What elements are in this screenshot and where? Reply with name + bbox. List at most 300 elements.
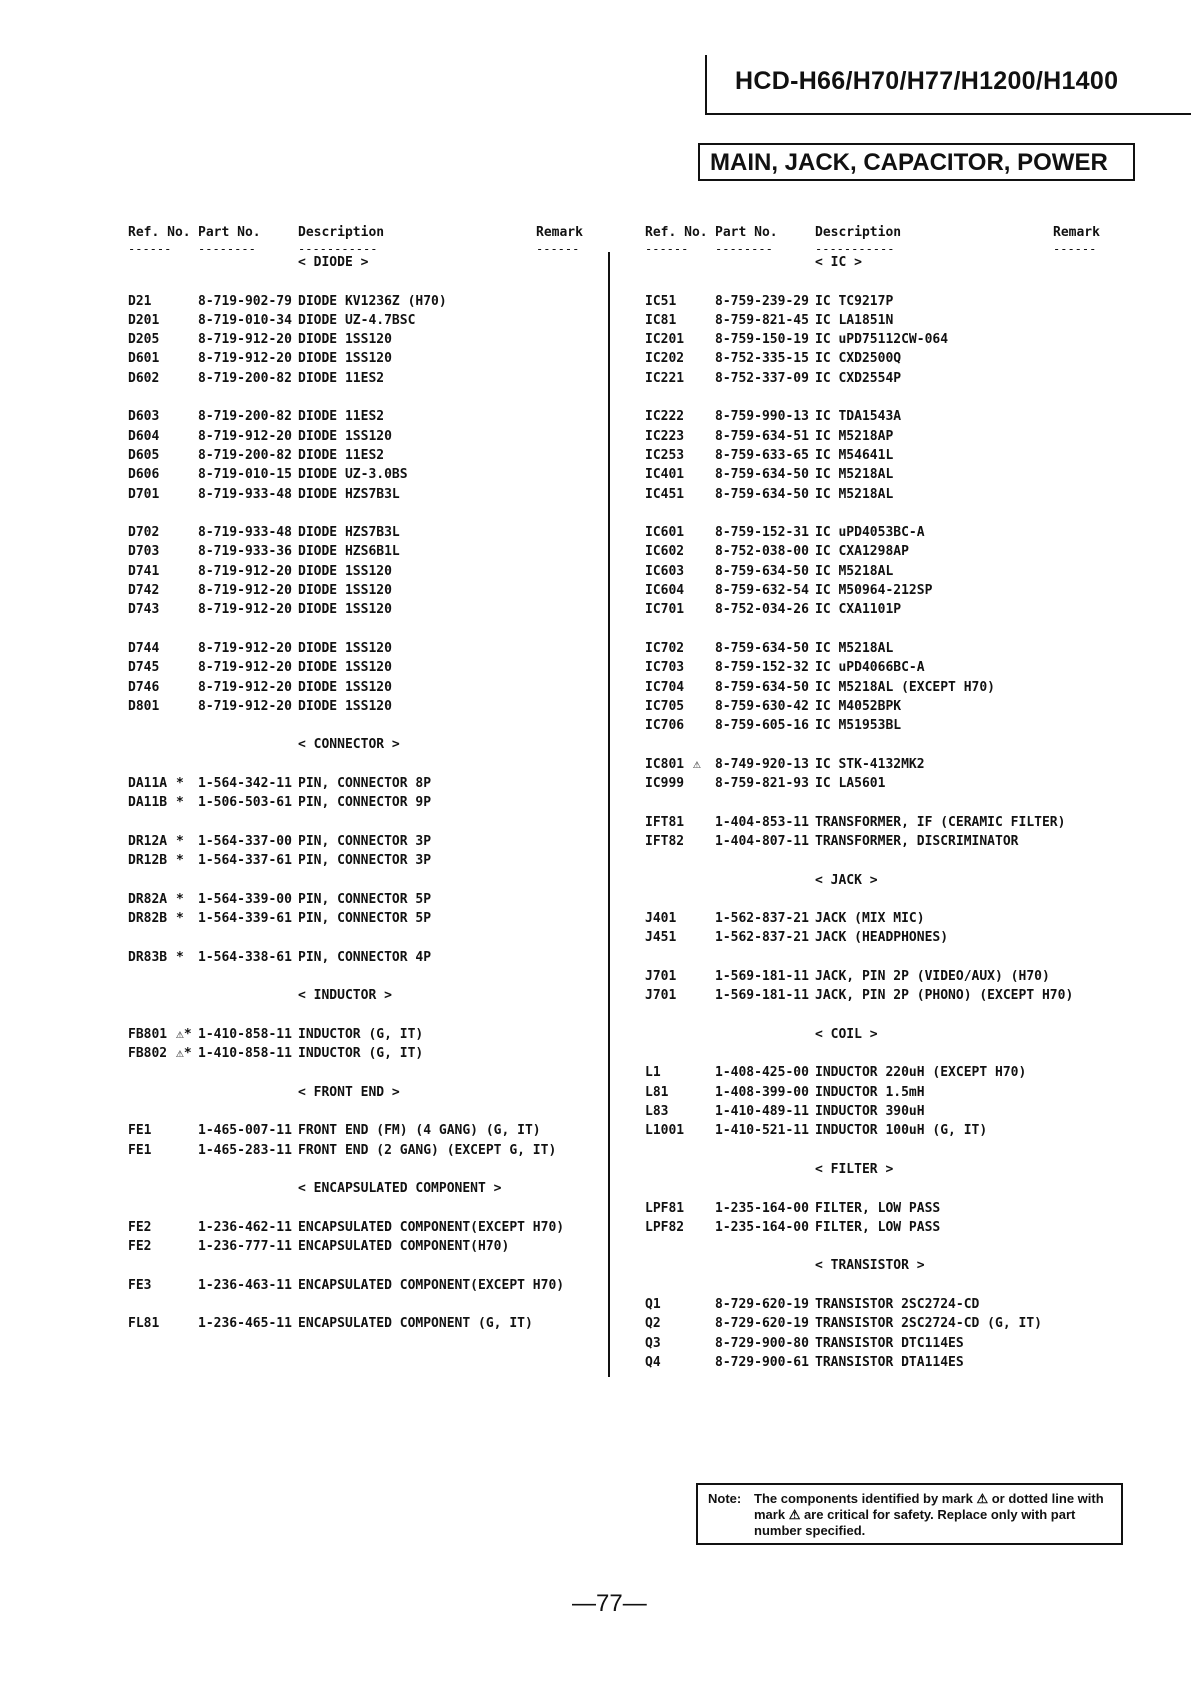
ref-no: DA11B (128, 795, 168, 811)
part-row (128, 544, 598, 563)
spacer (128, 274, 598, 293)
ref-no: IC701 (645, 602, 685, 618)
part-row (128, 564, 598, 583)
part-no: 8-759-634-51 (715, 428, 809, 444)
ref-no: DR83B (128, 949, 168, 965)
part-no: 1-569-181-11 (715, 988, 809, 1004)
category-label: < ENCAPSULATED COMPONENT > (298, 1181, 502, 1197)
ref-no: D605 (128, 447, 160, 463)
part-no: 8-759-990-13 (715, 409, 809, 425)
part-row (645, 429, 1115, 448)
description: IC LA1851N (815, 312, 894, 328)
spacer (128, 969, 598, 988)
ref-no: D743 (128, 602, 160, 618)
ref-no: IC603 (645, 563, 685, 579)
ref-no: IC604 (645, 583, 685, 599)
description: DIODE 1SS120 (298, 428, 392, 444)
part-row (128, 448, 598, 467)
part-no: 8-759-605-16 (715, 718, 809, 734)
part-no: 8-729-620-19 (715, 1297, 809, 1313)
spacer (645, 853, 1115, 872)
header-ref: Ref. No. (645, 225, 708, 240)
spacer (645, 950, 1115, 969)
description: FRONT END (FM) (4 GANG) (G, IT) (298, 1123, 541, 1139)
part-row (645, 757, 1115, 776)
part-row (645, 1123, 1115, 1142)
part-no: 8-719-933-48 (198, 486, 292, 502)
part-row (645, 1065, 1115, 1084)
description: DIODE 1SS120 (298, 563, 392, 579)
part-no: 1-236-777-11 (198, 1239, 292, 1255)
part-no: 8-759-632-54 (715, 583, 809, 599)
ref-no: IC221 (645, 370, 685, 386)
description: PIN, CONNECTOR 8P (298, 776, 432, 792)
part-row (128, 1278, 598, 1297)
description: ENCAPSULATED COMPONENT(EXCEPT H70) (298, 1277, 565, 1293)
ref-no: Q3 (645, 1335, 661, 1351)
mark: * (176, 833, 184, 849)
part-row (645, 776, 1115, 795)
category-label: < COIL > (815, 1026, 878, 1042)
part-row (645, 409, 1115, 428)
ref-no: D21 (128, 293, 152, 309)
description: IC M5218AL (815, 640, 894, 656)
part-row (645, 1336, 1115, 1355)
part-no: 8-719-912-20 (198, 351, 292, 367)
spacer (128, 815, 598, 834)
header-rule: ------ (1053, 242, 1097, 256)
part-no: 1-236-462-11 (198, 1219, 292, 1235)
part-row (128, 795, 598, 814)
ref-no: IC999 (645, 776, 685, 792)
description: DIODE 11ES2 (298, 447, 385, 463)
spacer (128, 1201, 598, 1220)
description: IC TDA1543A (815, 409, 902, 425)
category-heading (128, 1085, 598, 1104)
part-row (645, 834, 1115, 853)
part-row (645, 1316, 1115, 1335)
mark: * (176, 911, 184, 927)
ref-no: D601 (128, 351, 160, 367)
description: PIN, CONNECTOR 9P (298, 795, 432, 811)
description: PIN, CONNECTOR 5P (298, 891, 432, 907)
description: DIODE 11ES2 (298, 370, 385, 386)
ref-no: FL81 (128, 1316, 160, 1332)
description: PIN, CONNECTOR 4P (298, 949, 432, 965)
part-row (645, 448, 1115, 467)
part-no: 1-564-339-00 (198, 891, 292, 907)
category-label: < JACK > (815, 872, 878, 888)
description: DIODE UZ-4.7BSC (298, 312, 416, 328)
ref-no: IC451 (645, 486, 685, 502)
spacer (645, 506, 1115, 525)
ref-no: D201 (128, 312, 160, 328)
part-row (128, 583, 598, 602)
part-no: 1-408-399-00 (715, 1084, 809, 1100)
part-no: 8-719-912-20 (198, 640, 292, 656)
mark: * (176, 891, 184, 907)
part-no: 8-759-239-29 (715, 293, 809, 309)
part-row (128, 1123, 598, 1142)
mark: ⚠* (176, 1026, 192, 1042)
ref-no: FE3 (128, 1277, 152, 1293)
description: INDUCTOR 1.5mH (815, 1084, 925, 1100)
part-no: 8-749-920-13 (715, 756, 809, 772)
spacer (645, 1046, 1115, 1065)
part-row (128, 467, 598, 486)
part-no: 8-719-010-34 (198, 312, 292, 328)
description: PIN, CONNECTOR 3P (298, 853, 432, 869)
part-row (645, 487, 1115, 506)
ref-no: D741 (128, 563, 160, 579)
ref-no: IC401 (645, 467, 685, 483)
part-row (645, 718, 1115, 737)
header-part: Part No. (198, 225, 261, 240)
description: DIODE 1SS120 (298, 602, 392, 618)
part-no: 1-404-853-11 (715, 814, 809, 830)
spacer (645, 737, 1115, 756)
ref-no: IFT82 (645, 833, 685, 849)
description: JACK (HEADPHONES) (815, 930, 949, 946)
part-no: 8-759-634-50 (715, 679, 809, 695)
ref-no: IFT81 (645, 814, 685, 830)
part-row (645, 544, 1115, 563)
description: FRONT END (2 GANG) (EXCEPT G, IT) (298, 1142, 557, 1158)
category-heading (128, 737, 598, 756)
description: IC M50964-212SP (815, 583, 933, 599)
part-row (645, 371, 1115, 390)
part-row (128, 1239, 598, 1258)
ref-no: IC704 (645, 679, 685, 695)
part-row (128, 776, 598, 795)
ref-no: D602 (128, 370, 160, 386)
part-no: 8-719-010-15 (198, 467, 292, 483)
part-row (645, 1085, 1115, 1104)
ref-no: IC801 (645, 756, 685, 772)
category-heading (128, 988, 598, 1007)
part-row (128, 1046, 598, 1065)
mark: ⚠ (693, 756, 701, 772)
spacer (645, 795, 1115, 814)
spacer (645, 1239, 1115, 1258)
part-no: 8-719-912-20 (198, 583, 292, 599)
part-row (645, 969, 1115, 988)
description: DIODE 1SS120 (298, 332, 392, 348)
part-row (645, 1355, 1115, 1374)
ref-no: J451 (645, 930, 677, 946)
description: IC M5218AL (EXCEPT H70) (815, 679, 996, 695)
part-row (645, 294, 1115, 313)
part-row (128, 834, 598, 853)
spacer (128, 390, 598, 409)
part-row (128, 332, 598, 351)
spacer (128, 873, 598, 892)
description: DIODE 11ES2 (298, 409, 385, 425)
part-no: 1-465-007-11 (198, 1123, 292, 1139)
part-no: 1-564-342-11 (198, 776, 292, 792)
spacer (128, 622, 598, 641)
mark: * (176, 949, 184, 965)
part-no: 1-564-337-00 (198, 833, 292, 849)
description: DIODE KV1236Z (H70) (298, 293, 447, 309)
part-row (645, 1201, 1115, 1220)
description: IC CXA1298AP (815, 544, 909, 560)
part-no: 1-569-181-11 (715, 968, 809, 984)
part-no: 8-729-620-19 (715, 1316, 809, 1332)
description: DIODE HZS6B1L (298, 544, 400, 560)
description: FILTER, LOW PASS (815, 1219, 941, 1235)
part-row (128, 853, 598, 872)
part-row (128, 351, 598, 370)
part-no: 8-719-200-82 (198, 409, 292, 425)
ref-no: IC601 (645, 525, 685, 541)
ref-no: D801 (128, 698, 160, 714)
safety-note (696, 1483, 1123, 1545)
category-heading (645, 255, 1115, 274)
description: JACK, PIN 2P (VIDEO/AUX) (H70) (815, 968, 1050, 984)
description: DIODE 1SS120 (298, 640, 392, 656)
part-no: 8-719-933-48 (198, 525, 292, 541)
part-row (645, 641, 1115, 660)
description: IC uPD4053BC-A (815, 525, 925, 541)
part-no: 1-562-837-21 (715, 911, 809, 927)
part-no: 8-719-912-20 (198, 698, 292, 714)
spacer (128, 718, 598, 737)
part-row (645, 525, 1115, 544)
ref-no: IC223 (645, 428, 685, 444)
ref-no: J401 (645, 911, 677, 927)
part-no: 8-752-337-09 (715, 370, 809, 386)
category-label: < DIODE > (298, 255, 369, 270)
part-no: 8-719-933-36 (198, 544, 292, 560)
model-title: HCD-H66/H70/H77/H1200/H1400 (735, 67, 1119, 95)
description: TRANSFORMER, DISCRIMINATOR (815, 833, 1019, 849)
spacer (645, 1143, 1115, 1162)
column-header (645, 225, 1115, 255)
page-number: —77— (572, 1590, 647, 1617)
description: IC CXD2500Q (815, 351, 902, 367)
part-row (128, 313, 598, 332)
header-rule: ----------- (298, 242, 378, 256)
part-row (645, 564, 1115, 583)
spacer (128, 1162, 598, 1181)
spacer (128, 1104, 598, 1123)
description: ENCAPSULATED COMPONENT (G, IT) (298, 1316, 533, 1332)
category-label: < FILTER > (815, 1161, 894, 1177)
ref-no: IC705 (645, 698, 685, 714)
description: DIODE HZS7B3L (298, 486, 400, 502)
ref-no: FE2 (128, 1239, 152, 1255)
description: DIODE UZ-3.0BS (298, 467, 408, 483)
section-title: MAIN, JACK, CAPACITOR, POWER (710, 149, 1108, 176)
part-no: 1-410-521-11 (715, 1123, 809, 1139)
description: FILTER, LOW PASS (815, 1200, 941, 1216)
description: INDUCTOR (G, IT) (298, 1046, 424, 1062)
ref-no: D742 (128, 583, 160, 599)
header-rule: ------ (536, 242, 580, 256)
ref-no: D603 (128, 409, 160, 425)
part-no: 8-759-634-50 (715, 467, 809, 483)
category-label: < IC > (815, 255, 862, 270)
ref-no: FE1 (128, 1123, 152, 1139)
part-no: 8-719-200-82 (198, 447, 292, 463)
part-no: 8-759-634-50 (715, 563, 809, 579)
description: IC CXA1101P (815, 602, 902, 618)
note-label: Note: (708, 1491, 742, 1506)
part-no: 8-752-034-26 (715, 602, 809, 618)
ref-no: IC703 (645, 660, 685, 676)
ref-no: Q4 (645, 1354, 661, 1370)
part-row (128, 660, 598, 679)
description: IC STK-4132MK2 (815, 756, 925, 772)
spacer (128, 1065, 598, 1084)
ref-no: D205 (128, 332, 160, 348)
part-no: 1-236-463-11 (198, 1277, 292, 1293)
column-divider (608, 252, 610, 1377)
mark: * (176, 853, 184, 869)
spacer (128, 757, 598, 776)
header-rule: ----------- (815, 242, 895, 256)
part-row (128, 1143, 598, 1162)
ref-no: L1001 (645, 1123, 685, 1139)
category-heading (645, 1162, 1115, 1181)
header-rule: -------- (715, 242, 773, 256)
ref-no: LPF81 (645, 1200, 685, 1216)
part-row (128, 1316, 598, 1335)
ref-no: D604 (128, 428, 160, 444)
part-no: 8-759-150-19 (715, 332, 809, 348)
header-desc: Description (815, 225, 902, 240)
part-row (128, 911, 598, 930)
description: IC LA5601 (815, 776, 886, 792)
part-no: 8-729-900-61 (715, 1354, 809, 1370)
header-rule: -------- (198, 242, 256, 256)
description: TRANSFORMER, IF (CERAMIC FILTER) (815, 814, 1066, 830)
part-row (645, 1220, 1115, 1239)
part-row (645, 911, 1115, 930)
part-no: 8-759-821-45 (715, 312, 809, 328)
spacer (645, 274, 1115, 293)
category-label: < INDUCTOR > (298, 988, 392, 1004)
ref-no: L83 (645, 1104, 669, 1120)
part-no: 8-719-912-20 (198, 602, 292, 618)
ref-no: DR82A (128, 891, 168, 907)
mark: * (176, 776, 184, 792)
category-label: < FRONT END > (298, 1084, 400, 1100)
part-no: 8-719-200-82 (198, 370, 292, 386)
part-row (128, 680, 598, 699)
description: IC M54641L (815, 447, 894, 463)
part-no: 1-235-164-00 (715, 1219, 809, 1235)
spacer (645, 1278, 1115, 1297)
ref-no: DR82B (128, 911, 168, 927)
header-desc: Description (298, 225, 385, 240)
ref-no: D745 (128, 660, 160, 676)
ref-no: J701 (645, 988, 677, 1004)
spacer (645, 892, 1115, 911)
ref-no: L81 (645, 1084, 669, 1100)
description: DIODE 1SS120 (298, 351, 392, 367)
part-no: 1-404-807-11 (715, 833, 809, 849)
ref-no: D744 (128, 640, 160, 656)
header-rem: Remark (1053, 225, 1100, 240)
mark: * (176, 795, 184, 811)
ref-no: IC202 (645, 351, 685, 367)
ref-no: L1 (645, 1065, 661, 1081)
description: TRANSISTOR 2SC2724-CD (815, 1297, 980, 1313)
part-row (645, 660, 1115, 679)
description: ENCAPSULATED COMPONENT(H70) (298, 1239, 510, 1255)
ref-no: IC253 (645, 447, 685, 463)
part-no: 1-408-425-00 (715, 1065, 809, 1081)
description: PIN, CONNECTOR 5P (298, 911, 432, 927)
part-no: 8-759-152-31 (715, 525, 809, 541)
part-no: 1-564-338-61 (198, 949, 292, 965)
part-no: 8-719-902-79 (198, 293, 292, 309)
description: PIN, CONNECTOR 3P (298, 833, 432, 849)
header-part: Part No. (715, 225, 778, 240)
part-no: 1-410-489-11 (715, 1104, 809, 1120)
spacer (645, 390, 1115, 409)
category-heading (645, 1258, 1115, 1277)
description: IC CXD2554P (815, 370, 902, 386)
category-label: < CONNECTOR > (298, 737, 400, 753)
ref-no: J701 (645, 968, 677, 984)
spacer (645, 1181, 1115, 1200)
ref-no: IC81 (645, 312, 677, 328)
ref-no: D746 (128, 679, 160, 695)
part-row (645, 602, 1115, 621)
category-heading (645, 1027, 1115, 1046)
part-row (645, 583, 1115, 602)
description: TRANSISTOR 2SC2724-CD (G, IT) (815, 1316, 1042, 1332)
spacer (645, 622, 1115, 641)
description: TRANSISTOR DTC114ES (815, 1335, 964, 1351)
ref-no: D702 (128, 525, 160, 541)
part-no: 1-506-503-61 (198, 795, 292, 811)
description: INDUCTOR 390uH (815, 1104, 925, 1120)
ref-no: D703 (128, 544, 160, 560)
ref-no: FB802 (128, 1046, 168, 1062)
part-row (128, 1027, 598, 1046)
ref-no: D606 (128, 467, 160, 483)
description: DIODE 1SS120 (298, 583, 392, 599)
part-no: 1-562-837-21 (715, 930, 809, 946)
ref-no: IC706 (645, 718, 685, 734)
category-heading (128, 1181, 598, 1200)
header-ref: Ref. No. (128, 225, 191, 240)
part-row (128, 487, 598, 506)
left-column (128, 225, 598, 1336)
part-no: 1-410-858-11 (198, 1046, 292, 1062)
part-row (128, 602, 598, 621)
description: IC M5218AP (815, 428, 894, 444)
part-no: 1-235-164-00 (715, 1200, 809, 1216)
part-no: 8-719-912-20 (198, 563, 292, 579)
part-row (645, 1104, 1115, 1123)
part-row (128, 409, 598, 428)
description: JACK (MIX MIC) (815, 911, 925, 927)
part-row (645, 313, 1115, 332)
part-no: 8-719-912-20 (198, 332, 292, 348)
ref-no: Q2 (645, 1316, 661, 1332)
category-heading (645, 873, 1115, 892)
part-row (128, 525, 598, 544)
description: TRANSISTOR DTA114ES (815, 1354, 964, 1370)
part-no: 1-564-337-61 (198, 853, 292, 869)
ref-no: DA11A (128, 776, 168, 792)
ref-no: D701 (128, 486, 160, 502)
